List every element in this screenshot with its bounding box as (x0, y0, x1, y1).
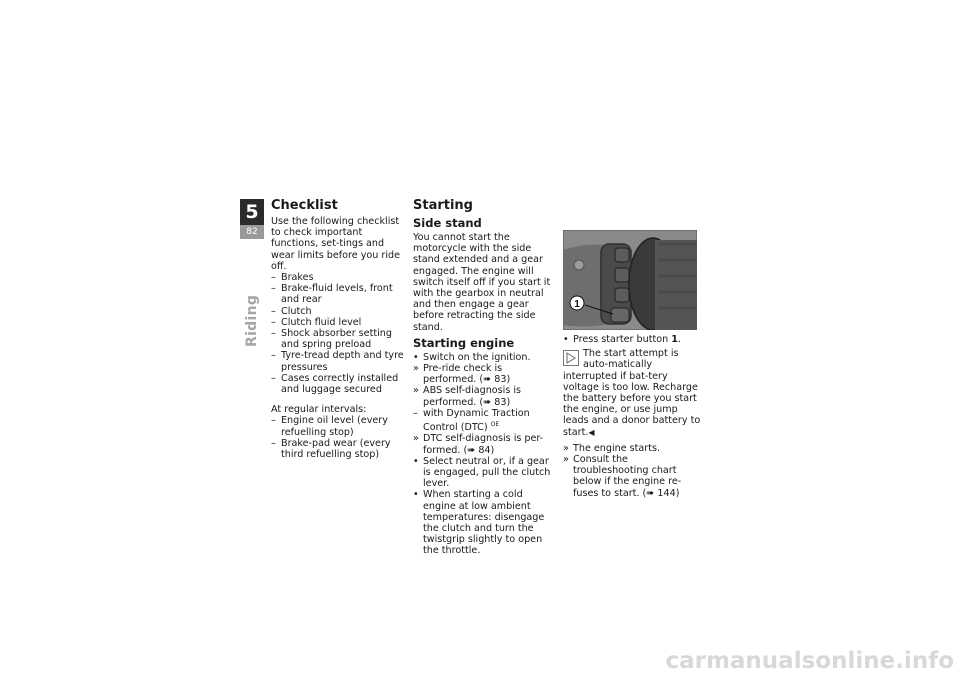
page-reference: (➠ 83) (479, 374, 511, 386)
page-reference: (➠ 144) (642, 487, 680, 499)
list-item: • When starting a cold engine at low ambient temperatures: disengage the clutch and turn the twistgrip slightly to open the throttle. (413, 489, 545, 557)
starter-button-figure (563, 230, 697, 330)
starting-steps (413, 352, 551, 557)
list-item: – Brakes (271, 272, 314, 284)
list-item: • Switch on the ignition. (413, 351, 531, 363)
list-item: » ABS self-diagnosis is performed. (➠ 83) (413, 385, 522, 408)
watermark: carmanualsonline.info (665, 648, 954, 674)
list-item: » The engine starts. (563, 442, 661, 454)
continued-column (563, 198, 701, 499)
starting-engine-title: Starting engine (413, 335, 515, 350)
section-label: Riding (244, 294, 260, 347)
list-item: » Consult the troubleshooting chart below if the engine re-fuses to start. (➠ 144) (563, 454, 682, 499)
list-item: – Tyre-tread depth and tyre pressures (271, 350, 404, 373)
press-starter-step (563, 334, 701, 345)
list-item: – Shock absorber setting and spring preload (271, 328, 392, 351)
list-item: » Pre-ride check is performed. (➠ 83) (413, 363, 511, 386)
list-item: – Clutch (271, 305, 312, 317)
starting-title: Starting (413, 198, 473, 213)
starting-column (413, 198, 551, 557)
list-item: – Engine oil level (every refuelling stop) (271, 415, 388, 438)
list-item: – Cases correctly installed and luggage secured (271, 372, 399, 396)
result-steps (563, 443, 701, 499)
checklist-items (271, 272, 409, 395)
chapter-tab (240, 199, 264, 239)
note-block (563, 348, 701, 438)
page-reference: (➠ 84) (463, 444, 495, 456)
side-stand-text: You cannot start the motorcycle with the side stand extended and a gear engaged. The engine will switch itself off if you start it with the gearbox in neutral and then engage a gear before retracting the side stand. (413, 232, 551, 333)
list-item: » DTC self-diagnosis is per-formed. (➠ 84) (413, 433, 544, 456)
list-item: • Press starter button 1. (563, 334, 681, 345)
regular-intervals-label: At regular intervals: (271, 404, 367, 416)
list-item: – Clutch fluid level (271, 316, 362, 328)
list-item: • Select neutral or, if a gear is engaged, pull the clutch lever. (413, 455, 551, 490)
list-item: – Brake-fluid levels, front and rear (271, 283, 393, 306)
note-triangle-icon (563, 350, 579, 366)
list-item: – Brake-pad wear (every third refuelling stop) (271, 437, 391, 461)
list-item: – with Dynamic Traction Control (DTC) $^{OE}$ (413, 407, 530, 434)
checklist-column (271, 198, 409, 460)
end-of-note-mark: ◀ (588, 427, 595, 437)
checklist-title: Checklist (271, 198, 338, 213)
chapter-number: 5 (245, 201, 259, 223)
page-number: 82 (240, 225, 264, 239)
regular-items (271, 415, 409, 460)
side-stand-title: Side stand (413, 216, 482, 230)
figure-callout: 1 (574, 299, 580, 310)
note-text: The start attempt is auto-matically interrupted if bat-tery voltage is too low. Recharge the battery before you start the engine, or use jump leads and a donor battery to start. (563, 348, 701, 438)
checklist-intro: Use the following checklist to check important functions, set-tings and wear limits before you ride off. (271, 216, 400, 272)
page-reference: (➠ 83) (479, 396, 511, 408)
option-mark: OE (490, 421, 500, 429)
